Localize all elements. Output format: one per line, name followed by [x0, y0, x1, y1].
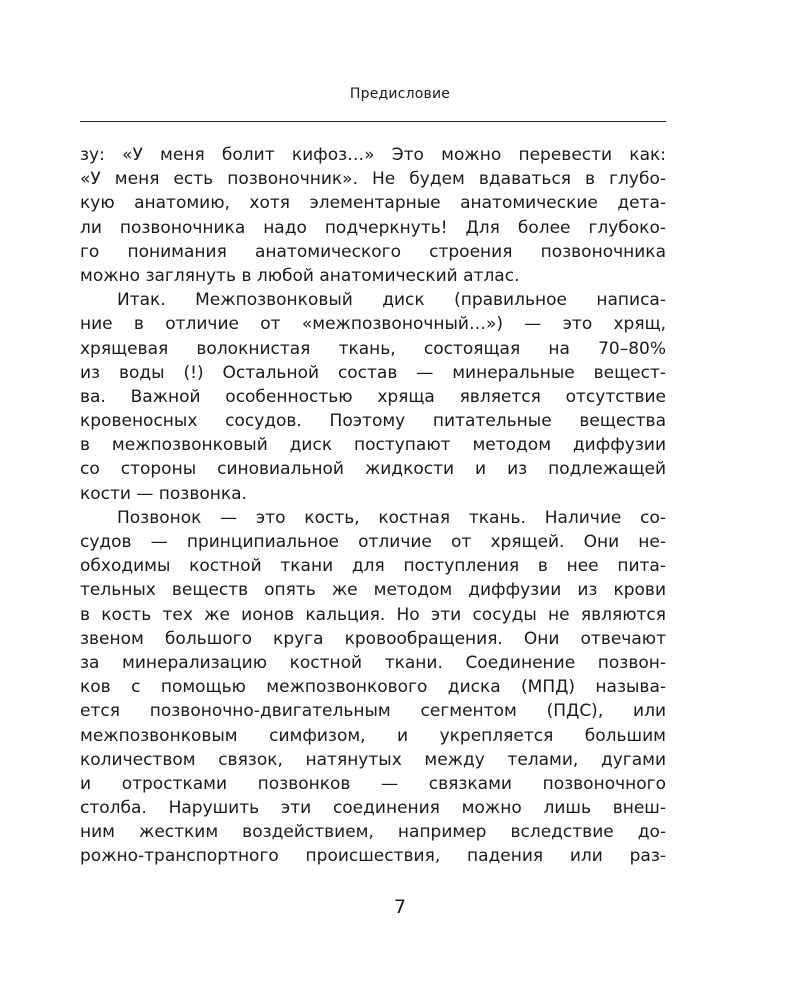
text-line: из воды (!) Остальной состав — минеральные вещест- [80, 362, 666, 383]
running-head: Предисловие [349, 86, 451, 102]
paragraph [80, 506, 666, 869]
text-line: можно заглянуть в любой анатомический атлас. [80, 265, 520, 286]
text-line: в межпозвонковый диск поступают методом диффузии [80, 435, 666, 456]
text-line: со стороны синовиальной жидкости и из подлежащей [80, 459, 666, 480]
text-line: ков с помощью межпозвонкового диска (МПД) называ- [80, 677, 666, 698]
text-line: судов — принципиальное отличие от хрящей. Они не- [80, 532, 666, 552]
paragraph [80, 143, 666, 288]
text-line: рожно-транспортного происшествия, падения или раз- [80, 846, 666, 867]
text-line: Позвонок — это кость, костная ткань. Наличие со- [117, 507, 666, 528]
text-line: хрящевая волокнистая ткань, состоящая на 70–80% [80, 338, 666, 359]
text-line: ним жестким воздействием, например вследствие до- [80, 822, 666, 843]
text-line: количеством связок, натянутых между телами, дугами [80, 749, 666, 770]
text-line: и отростками позвонков — связками позвоночного [80, 773, 666, 794]
text-line: ется позвоночно-двигательным сегментом (ПДС), или [80, 701, 666, 722]
text-line: кости — позвонка. [80, 483, 247, 504]
text-line: ва. Важной особенностью хряща является отсутствие [80, 386, 666, 407]
paragraph [80, 288, 666, 506]
page-number: 7 [393, 896, 407, 918]
text-line: звеном большого круга кровообращения. Они отвечают [80, 628, 666, 649]
text-line: межпозвонковым симфизом, и укрепляется большим [80, 725, 666, 746]
text-line: в кость тех же ионов кальция. Но эти сосуды не являются [80, 604, 666, 625]
text-line: тельных веществ опять же методом диффузии из крови [80, 580, 666, 601]
text-line: ние в отличие от «межпозвоночный…») — это хрящ, [80, 314, 666, 335]
text-line: «У меня есть позвоночник». Не будем вдаваться в глубо- [80, 169, 666, 190]
body-text [80, 143, 666, 869]
text-line: за минерализацию костной ткани. Соединение позвон- [80, 652, 666, 673]
text-line: столба. Нарушить эти соединения можно лишь внеш- [80, 798, 666, 819]
text-line: обходимы костной ткани для поступления в нее пита- [80, 556, 666, 577]
header-rule [80, 121, 666, 122]
text-line: зу: «У меня болит кифоз…» Это можно перевести как: [80, 145, 666, 165]
text-line: кую анатомию, хотя элементарные анатомические дета- [80, 193, 666, 214]
text-line: Итак. Межпозвонковый диск (правильное написа- [117, 290, 666, 311]
text-line: го понимания анатомического строения позвоночника [80, 241, 666, 262]
text-line: ли позвоночника надо подчеркнуть! Для более глубоко- [80, 217, 666, 238]
text-line: кровеносных сосудов. Поэтому питательные вещества [80, 411, 666, 432]
